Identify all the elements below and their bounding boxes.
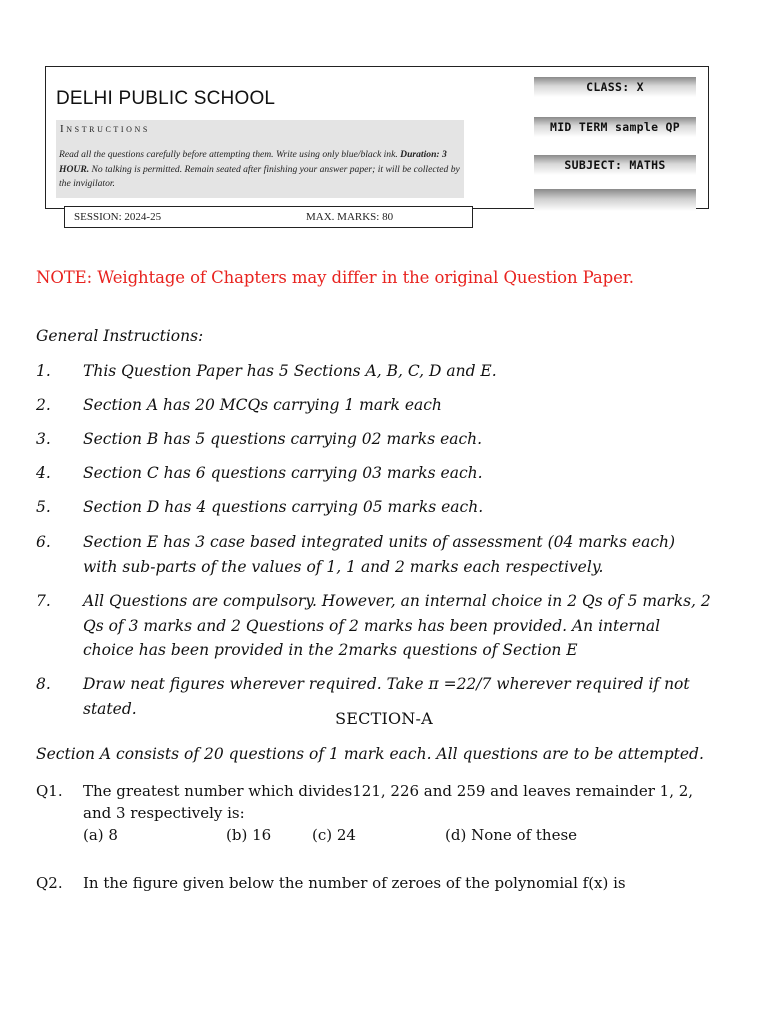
- option-a: (a) 8: [83, 826, 118, 844]
- instruction-text: This Question Paper has 5 Sections A, B, C, D and E.: [83, 362, 497, 380]
- instruction-text: Section B has 5 questions carrying 02 marks each.: [83, 430, 483, 448]
- question-number: Q2.: [36, 874, 63, 892]
- section-a-title: SECTION-A: [335, 709, 433, 728]
- instruction-number: 8.: [36, 675, 51, 693]
- instruction-number: 4.: [36, 464, 51, 482]
- question-text: The greatest number which divides121, 226 and 259 and leaves remainder 1, 2, and 3 respectively is:: [83, 782, 694, 822]
- instruction-text: Section C has 6 questions carrying 03 marks each.: [83, 464, 483, 482]
- section-a-description: Section A consists of 20 questions of 1 mark each. All questions are to be attempted.: [36, 745, 704, 763]
- question-number: Q1.: [36, 782, 63, 800]
- instructions-text-part-1: Read all the questions carefully before attempting them. Write using only blue/black ink.: [59, 149, 401, 160]
- instructions-duration: Duration: 3 HOUR.: [59, 149, 447, 175]
- class-tag: CLASS: X: [534, 77, 696, 97]
- general-instructions-title: General Instructions:: [36, 327, 204, 345]
- weightage-note: NOTE: Weightage of Chapters may differ in the original Question Paper.: [36, 268, 634, 287]
- subject-tag: SUBJECT: MATHS: [534, 155, 696, 175]
- instruction-text: Section E has 3 case based integrated units of assessment (04 marks each) with sub-parts of the values of 1, 1 and 2 marks each respectively.: [83, 533, 676, 576]
- instruction-text: All Questions are compulsory. However, an internal choice in 2 Qs of 5 marks, 2 Qs of 3 marks and 2 Questions of 2 marks has been provided. An internal choice has been provided in the 2marks questions of Section E: [83, 592, 711, 659]
- instruction-number: 1.: [36, 362, 51, 380]
- session-label: SESSION: 2024-25: [74, 211, 162, 223]
- option-b: (b) 16: [226, 826, 272, 844]
- exam-tag: MID TERM sample QP: [534, 117, 696, 137]
- question-text: In the figure given below the number of zeroes of the polynomial f(x) is: [83, 874, 626, 892]
- instruction-text: Draw neat figures wherever required. Take π =22/7 wherever required if not stated.: [83, 675, 690, 718]
- instructions-heading: Instructions: [60, 123, 150, 135]
- max-marks-label: MAX. MARKS: 80: [306, 211, 394, 223]
- empty-tag: [534, 189, 696, 211]
- instructions-text: [59, 148, 463, 192]
- instruction-text: Section A has 20 MCQs carrying 1 mark each: [83, 396, 442, 414]
- instructions-text-part-2: No talking is permitted. Remain seated after finishing your answer paper; it will be collected by the invigilator.: [59, 163, 460, 190]
- school-name: DELHI PUBLIC SCHOOL: [56, 88, 276, 109]
- option-c: (c) 24: [312, 826, 356, 844]
- instruction-number: 5.: [36, 498, 51, 516]
- instruction-number: 2.: [36, 396, 51, 414]
- instruction-number: 6.: [36, 533, 51, 551]
- instruction-number: 7.: [36, 592, 51, 610]
- instruction-number: 3.: [36, 430, 51, 448]
- session-marks-box: [64, 206, 473, 228]
- option-d: (d) None of these: [445, 826, 578, 844]
- instruction-text: Section D has 4 questions carrying 05 marks each.: [83, 498, 484, 516]
